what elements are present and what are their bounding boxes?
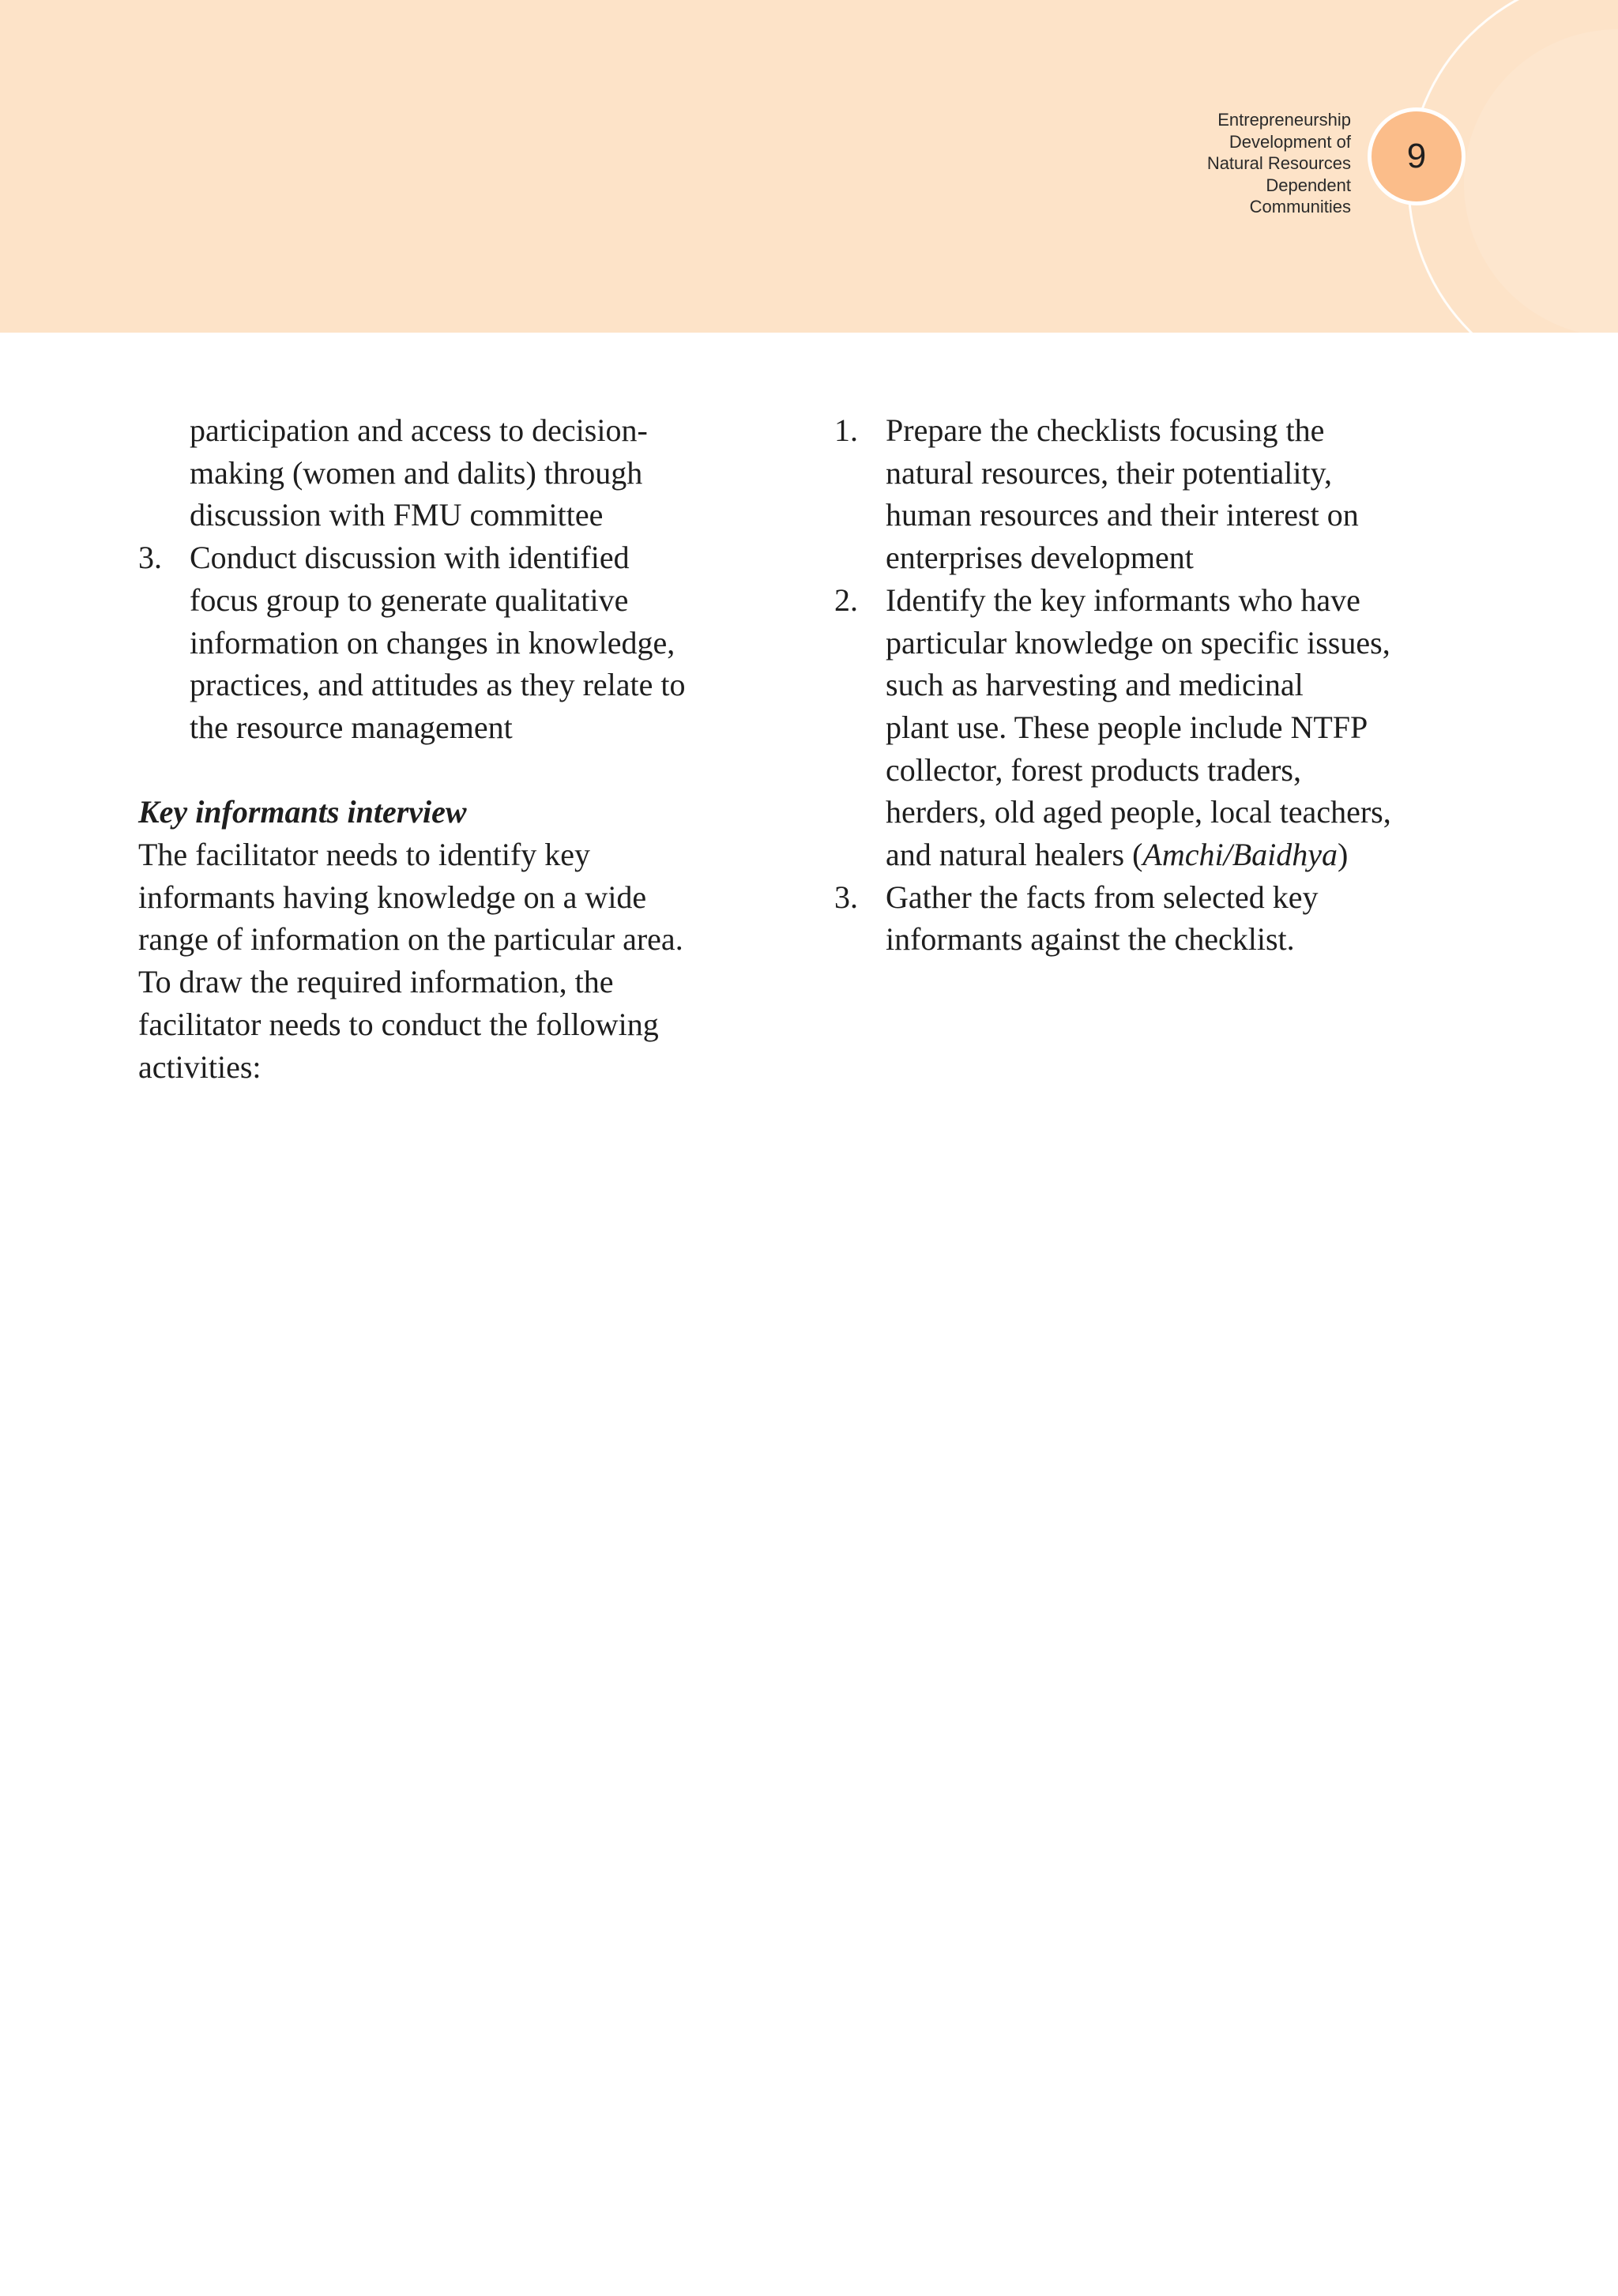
page-number-badge [1368,107,1466,205]
text-line: plant use. These people include NTFP [886,709,1368,745]
list-item-3 [138,536,786,749]
text-line: human resources and their interest on [886,497,1359,533]
text-line: particular knowledge on specific issues, [886,624,1390,661]
text-line: range of information on the particular area. [138,921,683,958]
text-span: and natural healers ( [886,837,1143,873]
text-line: natural resources, their potentiality, [886,454,1332,491]
text-line: focus group to generate qualitative [190,582,629,618]
text-line: information on changes in knowledge, [190,624,675,661]
list-item-continued [138,409,786,536]
text-line: activities: [138,1048,262,1085]
text-line: discussion with FMU committee [190,497,604,533]
text-line: informants against the checklist. [886,921,1295,958]
book-title-line: Communities [1249,197,1351,216]
left-column [138,409,786,1088]
text-line: enterprises development [886,540,1194,576]
list-item-1 [834,409,1490,579]
text-line: Conduct discussion with identified [190,540,630,576]
text-line: herders, old aged people, local teachers, [886,794,1391,830]
section-heading: Key informants interview [138,794,467,830]
list-number: 3. [138,540,162,576]
page-number: 9 [1406,137,1427,175]
list-item-2 [834,579,1490,876]
book-title-line: Development of [1229,131,1351,152]
text-line: facilitator needs to conduct the following [138,1006,659,1042]
text-line: Gather the facts from selected key [886,879,1319,915]
body-paragraph [138,834,786,1088]
list-number: 2. [834,582,858,618]
list-number: 1. [834,412,858,448]
book-title [1098,109,1351,218]
text-line: making (women and dalits) through [190,454,643,491]
text-line: Prepare the checklists focusing the [886,412,1325,448]
text-line: The facilitator needs to identify key [138,837,591,873]
book-title-line: Entrepreneurship [1217,110,1351,130]
text-line: collector, forest products traders, [886,751,1301,788]
book-title-line: Dependent [1266,175,1351,195]
text-line: Identify the key informants who have [886,582,1360,618]
page-header-band [0,0,1618,333]
book-title-line: Natural Resources [1206,153,1351,173]
text-span: ) [1338,837,1349,873]
right-column [834,409,1490,961]
list-number: 3. [834,879,858,915]
text-line: To draw the required information, the [138,964,614,1000]
italic-term: Amchi/Baidhya [1142,837,1338,873]
text-line: practices, and attitudes as they relate to [190,667,686,703]
list-item-3-right [834,876,1490,961]
text-line: such as harvesting and medicinal [886,667,1304,703]
text-line [886,834,1490,876]
text-line: informants having knowledge on a wide [138,879,647,915]
text-line: participation and access to decision- [190,412,648,448]
text-line: the resource management [190,709,513,745]
